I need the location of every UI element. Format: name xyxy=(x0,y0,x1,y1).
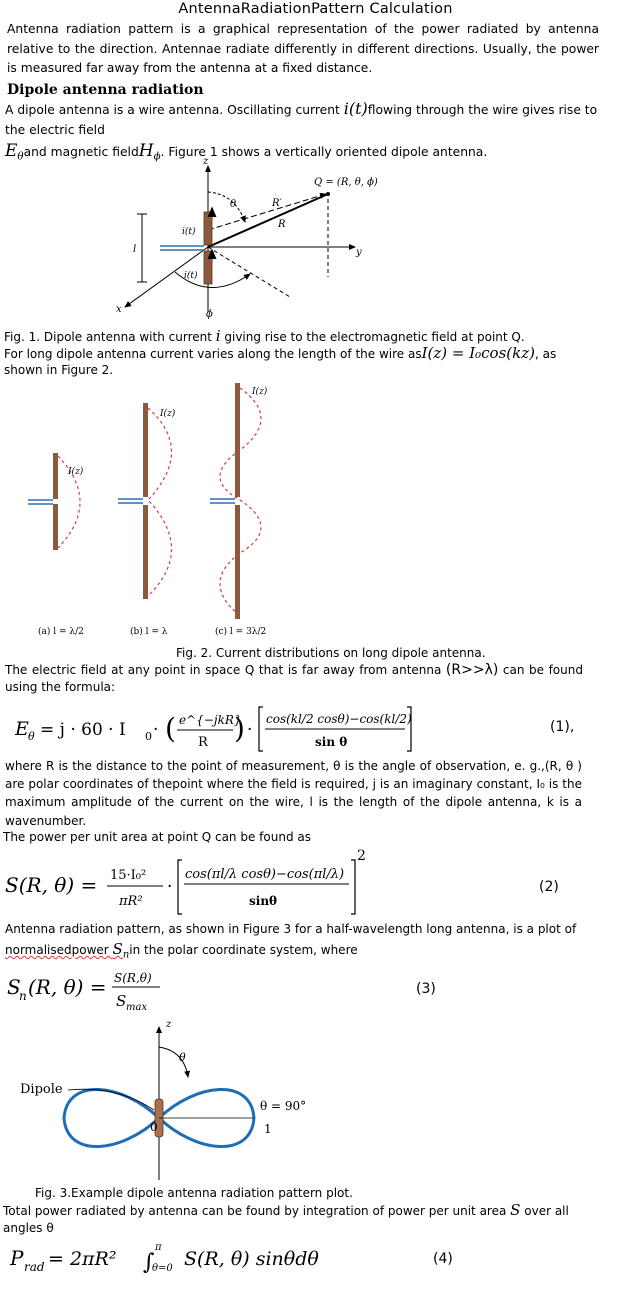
eq4-lhs-sub: rad xyxy=(24,1260,45,1274)
field-text-1: The electric field at any point in space Q that is far away from antenna xyxy=(5,663,446,677)
figure-1-caption xyxy=(4,327,525,345)
eq1-bracket-left xyxy=(259,707,263,751)
fig3-dipole-label: Dipole xyxy=(20,1082,63,1097)
e-field-symbol: E xyxy=(5,141,18,162)
eq2-coef-den: πR² xyxy=(119,894,143,909)
current-label-b: I(z) xyxy=(160,409,176,419)
current-label-c: I(z) xyxy=(252,387,268,397)
equation-1 xyxy=(15,704,455,754)
eq2-bracket-left xyxy=(178,860,182,914)
equation-2-number: (2) xyxy=(539,879,559,895)
field-text-2: can be found using the formula: xyxy=(5,663,583,694)
dipole-text-4: . Figure 1 shows a vertically oriented dipole antenna. xyxy=(160,145,488,160)
pattern-text-3: in the polar coordinate system, where xyxy=(129,943,358,957)
eq4-integrand: S(R, θ) sinθdθ xyxy=(184,1248,319,1270)
figure-2-current-distributions xyxy=(20,378,310,643)
fig3-z-label: z xyxy=(166,1019,172,1030)
equation-1-number: (1), xyxy=(550,719,575,735)
dipole-b-upper xyxy=(143,403,148,497)
r-vector xyxy=(208,194,328,247)
sublabel-c: (c) l = 3λ/2 xyxy=(215,627,267,637)
theta-arc xyxy=(208,192,245,222)
eq2-bracket-num: cos(πl/λ cosθ)−cos(πl/λ) xyxy=(185,867,345,882)
eq1-bracket-num: cos(kl/2 cosθ)−cos(kl/2) xyxy=(266,712,412,726)
equation-4-number: (4) xyxy=(433,1251,453,1267)
fig3-one-label: 1 xyxy=(264,1122,272,1136)
eq4-integral-sign: ∫ xyxy=(143,1250,155,1275)
pattern-text-1: Antenna radiation pattern, as shown in Figure 3 for a half-wavelength long antenna, is a plot of xyxy=(5,922,577,936)
dipole-a-lower xyxy=(53,504,58,550)
fig3-left-lobe xyxy=(64,1089,159,1146)
eq2-lhs: S(R, θ) = xyxy=(5,873,98,897)
total-power-text-2: over all xyxy=(520,1204,569,1218)
dipole-text-1: A dipole antenna is a wire antenna. Oscillating current xyxy=(5,103,344,117)
h-field-sub: ϕ xyxy=(153,150,161,163)
field-condition: (R>>λ) xyxy=(445,662,499,678)
equation-2 xyxy=(5,846,385,918)
current-formula: I(z) = I₀cos(kz) xyxy=(421,344,535,362)
eq2-coef-num: 15·I₀² xyxy=(110,868,147,883)
equation-2-graphic xyxy=(5,846,385,918)
fig1-caption-text-1: Fig. 1. Dipole antenna with current xyxy=(4,330,216,344)
eq4-lower-limit: θ=0 xyxy=(152,1263,173,1274)
z-axis-label: z xyxy=(203,156,209,167)
eq2-bracket-den: sinθ xyxy=(249,894,278,908)
eq1-paren-open: ( xyxy=(165,712,176,745)
current-symbol: i(t) xyxy=(343,99,368,118)
pattern-text-2: normalisedpower xyxy=(5,943,113,957)
eq4-rhs: = 2πR² xyxy=(48,1248,117,1270)
sublabel-a: (a) l = λ/2 xyxy=(38,627,84,637)
long-dipole-paragraph xyxy=(4,345,604,378)
long-dipole-text-2: , as xyxy=(534,347,557,361)
eq2-exponent: 2 xyxy=(357,848,366,864)
point-q xyxy=(326,192,330,196)
projection-line xyxy=(208,247,290,297)
eq1-mid-sub: 0 xyxy=(145,730,152,743)
eq1-lhs: E xyxy=(15,718,29,740)
eq1-paren-close: ) xyxy=(234,712,245,745)
equation-4 xyxy=(10,1238,340,1282)
field-paragraph xyxy=(5,662,583,696)
dipole-text-2: flowing through the wire gives rise to the electric field xyxy=(5,103,598,137)
total-power-text-3: angles θ xyxy=(3,1221,54,1235)
dipole-a-upper xyxy=(53,453,58,499)
fig1-caption-text-2: giving rise to the electromagnetic field at point Q. xyxy=(220,330,525,344)
length-label: l xyxy=(133,244,137,255)
theta-label: θ xyxy=(230,199,237,210)
long-dipole-text-3: shown in Figure 2. xyxy=(4,363,114,377)
figure-3-radiation-pattern xyxy=(16,1015,336,1185)
eq3-lhs: S xyxy=(7,975,21,999)
fig3-zero-label: 0 xyxy=(150,1120,158,1134)
eq3-den-sub: max xyxy=(126,1002,148,1013)
x-axis-label: x xyxy=(116,304,122,315)
dipole-c-upper xyxy=(235,383,240,497)
dipole-text-3: and magnetic field xyxy=(23,145,139,160)
fig3-angle-label: θ = 90° xyxy=(260,1099,307,1113)
point-q-label: Q = (R, θ, ϕ) xyxy=(314,177,378,188)
pattern-s-symbol: S xyxy=(112,940,123,958)
total-power-text-1: Total power radiated by antenna can be found by integration of power per unit area xyxy=(3,1204,511,1218)
eq3-lhs-sub: n xyxy=(19,989,27,1003)
total-power-s-symbol: S xyxy=(510,1201,521,1219)
eq2-dot: · xyxy=(167,877,173,897)
current-label-a: I(z) xyxy=(68,467,84,477)
page-title: AntennaRadiationPattern Calculation xyxy=(178,1,453,17)
sublabel-b: (b) l = λ xyxy=(130,627,168,637)
eq1-frac-num: e^{−jkR} xyxy=(179,713,242,727)
power-paragraph: The power per unit area at point Q can be found as xyxy=(3,830,311,844)
current-label-bottom: i(t) xyxy=(184,271,198,281)
equation-3-graphic xyxy=(7,966,207,1016)
dipole-upper-arm xyxy=(204,212,212,245)
fig3-theta-label: θ xyxy=(179,1051,186,1064)
equation-3 xyxy=(7,966,207,1016)
total-power-paragraph xyxy=(3,1202,569,1237)
pattern-s-sub: n xyxy=(122,949,130,961)
r-prime-label: R′ xyxy=(272,198,282,209)
pattern-paragraph xyxy=(5,919,583,965)
current-wave-c xyxy=(220,388,261,616)
eq1-lhs-sub: θ xyxy=(28,730,35,743)
eq1-bracket-den: sin θ xyxy=(315,735,348,749)
r-label: R xyxy=(278,219,286,230)
eq4-lhs: P xyxy=(10,1246,24,1270)
figure-3-caption: Fig. 3.Example dipole antenna radiation pattern plot. xyxy=(35,1186,353,1200)
eq3-lhs-args: (R, θ) = xyxy=(28,975,107,999)
dipole-b-lower xyxy=(143,505,148,599)
current-wave-b xyxy=(148,408,172,596)
intro-paragraph: Antenna radiation pattern is a graphical representation of the power radiated by antenna relative to the direction. Antennae radiate differently in different directions. Usually, the power is measured far away from the antenna at a fixed distance. xyxy=(7,22,599,76)
eq4-upper-limit: π xyxy=(155,1242,162,1253)
long-dipole-text-1: For long dipole antenna current varies along the length of the wire as xyxy=(4,347,422,361)
dipole-c-lower xyxy=(235,505,240,619)
variables-paragraph: where R is the distance to the point of measurement, θ is the angle of observation, e. g.,(R, θ ) are polar coordinates of thepoint where the field is required, j is an imaginary constant, I₀ is the maximum amplitude of the current on the wire, l is the length of the dipole antenna, k is a wavenumber. xyxy=(5,759,582,828)
eq1-dot-2: · xyxy=(247,720,253,740)
e-field-sub: θ xyxy=(17,150,24,163)
y-axis-label: y xyxy=(356,247,362,258)
equation-1-graphic xyxy=(15,704,455,754)
current-label-top: i(t) xyxy=(182,227,196,237)
figure-1-dipole-diagram xyxy=(100,152,400,322)
h-field-symbol: H xyxy=(138,141,154,162)
section-heading: Dipole antenna radiation xyxy=(7,82,204,98)
eq2-bracket-right xyxy=(351,860,355,914)
equation-3-number: (3) xyxy=(416,981,436,997)
eq1-dot: · xyxy=(153,720,159,740)
fig1-caption-symbol: i xyxy=(215,327,221,345)
equation-4-graphic xyxy=(10,1238,340,1282)
eq1-frac-den: R xyxy=(198,735,208,750)
eq1-mid: = j · 60 · I xyxy=(40,720,126,740)
dipole-lower-arm xyxy=(204,251,212,284)
r-prime-vector xyxy=(208,194,326,230)
eq3-num: S(R,θ) xyxy=(114,971,152,985)
figure-2-caption: Fig. 2. Current distributions on long dipole antenna. xyxy=(176,646,486,660)
eq3-den: S xyxy=(116,992,127,1010)
phi-label: ϕ xyxy=(206,309,213,320)
